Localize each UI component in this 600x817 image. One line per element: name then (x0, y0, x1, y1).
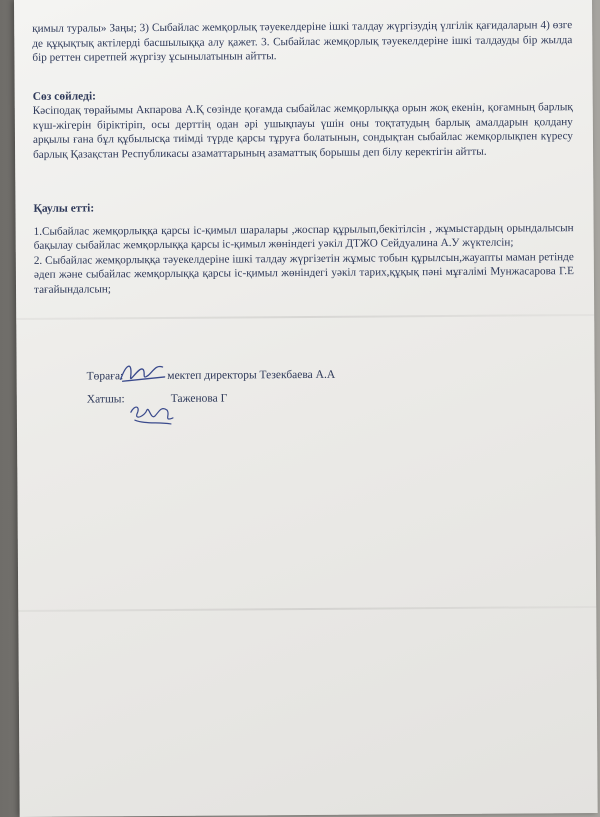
chair-name: мектеп директоры Тезекбаева А.А (167, 368, 336, 382)
paper-fold (18, 606, 596, 612)
paper-sheet (14, 0, 598, 817)
decision-item-1: 1.Сыбайлас жемқорлыққа қарсы іс-қимыл шаралары ,жоспар құрылып,бекітілсін , жұмыстардың орындалысын бақылау сыбайлас жемқорлыққа қарсы іс-қимыл жөніндегі уәкіл ДТЖО Сейдуалина А.У жүктелсін; (33, 221, 574, 252)
document-body (32, 18, 574, 297)
chair-signature-scribble (116, 357, 168, 387)
chair-label: Төраға: (86, 370, 124, 383)
decision-item-2: 2. Сыбайлас жемқорлыққа тәуекелдеріне ішкі талдау жүргізетін жұмыс тобын құрылсын,жауапты маман ретінде әдеп және сыбайлас жемқорлыққа қарсы іс-қимыл жөніндегі уәкіл тарих,құқық пәні мұғалімі Мунжасарова Г.Е тағайындалсын; (33, 250, 574, 296)
secretary-signature-line (87, 387, 336, 412)
secretary-signature-scribble (127, 400, 179, 430)
secretary-name: Таженова Г (170, 392, 228, 405)
speech-heading: Сөз сөйледі: (32, 89, 96, 103)
intro-paragraph: қимыл туралы» Заңы; 3) Сыбайлас жемқорлық тәуекелдеріне ішкі талдау жүргізудің үлгілік қағидаларын 4) өзге де құқықтық актілерді басшылыққа алу қажет. 3. Сыбайлас жемқорлық тәуекелдеріне ішкі талдауды бір жылда бір реттен сиретпей жүргізу ұсынылатынын айтты. (32, 19, 573, 64)
secretary-label: Хатшы: (86, 393, 125, 406)
signature-block (87, 364, 336, 412)
chair-signature-line (87, 364, 336, 389)
paper-fold (16, 314, 594, 320)
resolution-heading: Қаулы етті: (33, 202, 95, 215)
speech-paragraph: Кәсіподақ төрайымы Акпарова А.Қ сөзінде қоғамда сыбайлас жемқорлыққа орын жоқ екенін, қоғамның барлық күш-жігерін біріктіріп, осы дерттің одан әрі ушықпауы үшін оны тоқтатудың барлық амалдарын қолдану арқылы ғана бұл құбылысқа тиімді түрде қарсы тұруға болатынын, сондықтан сыбайлас жемқорлықпен күресу барлық Қазақстан Республикасы азаматтарының азаматтық борышы деп білу керектігін айтты. (32, 101, 574, 161)
